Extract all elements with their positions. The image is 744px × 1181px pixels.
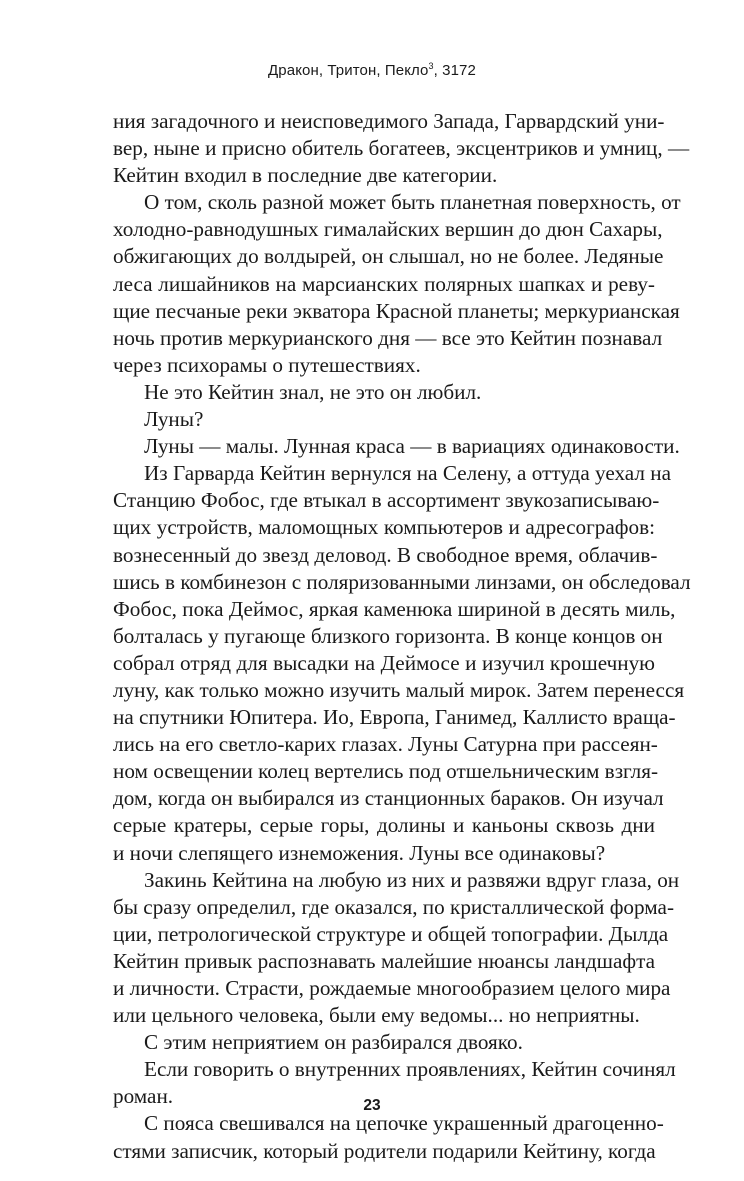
text-line: шись в комбинезон с поляризованными линзами, он обследовал	[113, 569, 691, 594]
text-line: на спутники Юпитера. Ио, Европа, Ганимед, Каллисто враща-	[113, 705, 676, 730]
text-line: ции, петрологической структуре и общей топографии. Дылда	[113, 921, 669, 946]
text-line: щие песчаные реки экватора Красной планеты; меркурианская	[113, 298, 680, 323]
running-head	[0, 62, 744, 79]
text-line: и ночи слепящего изнеможения. Луны все одинаковы?	[113, 840, 606, 865]
text-line: вознесенный до звезд деловод. В свободное время, облачив-	[113, 542, 658, 567]
text-line: болталась у пугающе близкого горизонта. В конце концов он	[113, 623, 663, 648]
text-line: леса лишайников на марсианских полярных шапках и реву-	[113, 271, 655, 296]
running-head-title: Дракон, Тритон, Пекло	[268, 62, 429, 79]
text-line: через психорамы о путешествиях.	[113, 352, 421, 377]
text-line: С пояса свешивался на цепочке украшенный драгоценно-	[144, 1111, 664, 1136]
body-text	[113, 108, 691, 1165]
text-line: дом, когда он выбирался из станционных бараков. Он изучал	[113, 786, 664, 811]
text-line: Кейтин привык распознавать малейшие нюансы ландшафта	[113, 948, 655, 973]
text-line: ночь против меркурианского дня — все это Кейтин познавал	[113, 325, 663, 350]
text-line: вер, ныне и присно обитель богатеев, эксцентриков и умниц, —	[113, 136, 690, 161]
text-line: О том, сколь разной может быть планетная поверхность, от	[144, 190, 681, 215]
text-line: С этим неприятием он разбирался двояко.	[144, 1030, 523, 1055]
text-line: серые кратеры, серые горы, долины и каньоны сквозь дни	[113, 813, 655, 838]
text-line: бы сразу определил, где оказался, по кристаллической форма-	[113, 894, 675, 919]
text-line: Фобос, пока Деймос, яркая каменюка шириной в десять миль,	[113, 596, 676, 621]
text-line: лись на его светло-карих глазах. Луны Сатурна при рассеян-	[113, 732, 658, 757]
text-line: Кейтин входил в последние две категории.	[113, 163, 498, 188]
text-line: Луны — малы. Лунная краса — в вариациях одинаковости.	[144, 434, 680, 459]
text-line: Если говорить о внутренних проявлениях, Кейтин сочинял	[144, 1057, 676, 1082]
text-line: Луны?	[144, 407, 204, 432]
running-head-suffix: , 3172	[433, 62, 476, 79]
page-number: 23	[363, 1097, 381, 1114]
text-line: ния загадочного и неисповедимого Запада, Гарвардский уни-	[113, 109, 665, 133]
text-line: холодно-равнодушных гималайских вершин до дюн Сахары,	[113, 217, 663, 242]
running-head-superscript: 3	[428, 61, 434, 71]
text-line: луну, как только можно изучить малый мирок. Затем перенесся	[113, 677, 685, 702]
text-line: роман.	[113, 1084, 174, 1109]
text-line: или цельного человека, были ему ведомы... но неприятны.	[113, 1003, 640, 1028]
text-line: Из Гарварда Кейтин вернулся на Селену, а оттуда уехал на	[144, 461, 671, 486]
text-line: Закинь Кейтина на любую из них и развяжи вдруг глаза, он	[144, 867, 680, 892]
text-line: Не это Кейтин знал, не это он любил.	[144, 379, 482, 404]
text-line: Станцию Фобос, где втыкал в ассортимент звукозаписываю-	[113, 488, 660, 513]
text-line: собрал отряд для высадки на Деймосе и изучил крошечную	[113, 650, 655, 675]
text-line: ном освещении колец вертелись под отшельническим взгля-	[113, 759, 659, 784]
text-line: щих устройств, маломощных компьютеров и адресографов:	[113, 515, 655, 540]
text-line: обжигающих до волдырей, он слышал, но не более. Ледяные	[113, 244, 664, 269]
text-line: и личности. Страсти, рождаемые многообразием целого мира	[113, 976, 671, 1000]
text-line: стями записчик, который родители подарили Кейтину, когда	[113, 1138, 656, 1163]
